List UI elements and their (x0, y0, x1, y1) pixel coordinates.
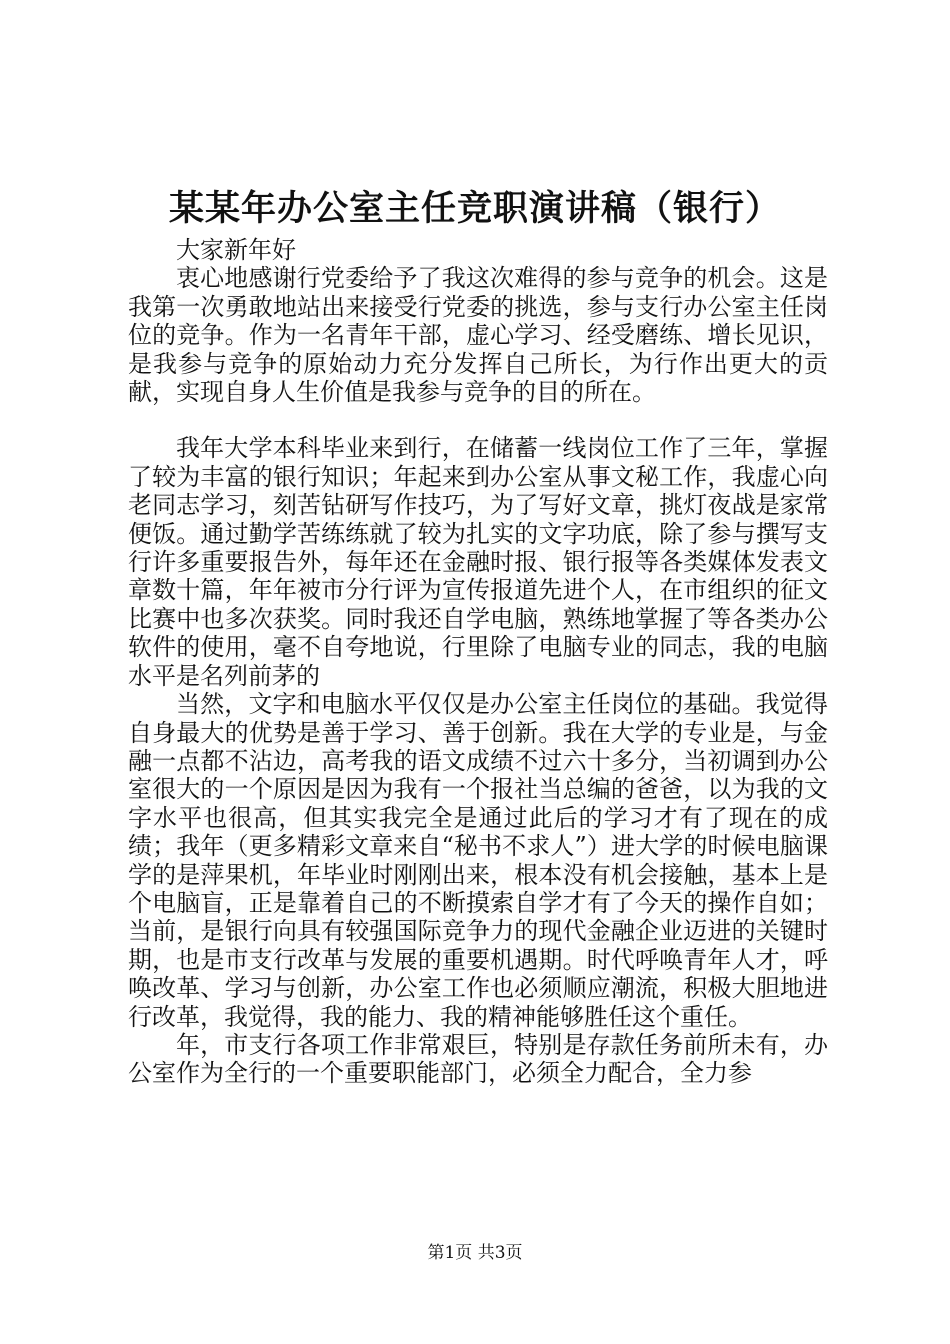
document-title: 某某年办公室主任竞职演讲稿（银行） (168, 188, 781, 229)
salutation: 大家新年好 (176, 236, 296, 264)
page-number-footer: 第1页 共3页 (427, 1243, 523, 1263)
paragraph-strengths: 当然，文字和电脑水平仅仅是办公室主任岗位的基础。我觉得自身最大的优势是善于学习、善于创新。我在大学的专业是，与金融一点都不沾边，高考我的语文成绩不过六十多分，当初调到办公室很大的一个原因是因为我有一个报社当总编的爸爸，以为我的文字水平也很高，但其实我完全是通过此后的学习才有了现在的成绩；我年（更多精彩文章来自“秘书不求人”）进大学的时候电脑课学的是萍果机，年毕业时刚刚出来，根本没有机会接触，基本上是个电脑盲，正是靠着自己的不断摸索自学才有了今天的操作自如；当前，是银行向具有较强国际竞争力的现代金融企业迈进的关键时期，也是市支行改革与发展的重要机遇期。时代呼唤青年人才，呼唤改革、学习与创新，办公室工作也必须顺应潮流，积极大胆地进行改革，我觉得，我的能力、我的精神能够胜任这个重任。 (128, 690, 828, 1031)
paragraph-outlook: 年，市支行各项工作非常艰巨，特别是存款任务前所未有，办公室作为全行的一个重要职能部门，必须全力配合，全力参 (128, 1030, 828, 1088)
paragraph-experience: 我年大学本科毕业来到行，在储蓄一线岗位工作了三年，掌握了较为丰富的银行知识；年起来到办公室从事文秘工作，我虚心向老同志学习，刻苦钻研写作技巧，为了写好文章，挑灯夜战是家常便饭。通过勤学苦练练就了较为扎实的文字功底，除了参与撰写支行许多重要报告外，每年还在金融时报、银行报等各类媒体发表文章数十篇，年年被市分行评为宣传报道先进个人，在市组织的征文比赛中也多次获奖。同时我还自学电脑，熟练地掌握了等各类办公软件的使用，毫不自夸地说，行里除了电脑专业的同志，我的电脑水平是名列前茅的 (128, 434, 828, 690)
document-body (128, 236, 828, 1088)
paragraph-gratitude: 衷心地感谢行党委给予了我这次难得的参与竞争的机会。这是我第一次勇敢地站出来接受行党委的挑选，参与支行办公室主任岗位的竞争。作为一名青年干部，虚心学习、经受磨练、增长见识，是我参与竞争的原始动力充分发挥自己所长，为行作出更大的贡献，实现自身人生价值是我参与竞争的目的所在。 (128, 264, 828, 407)
paragraph-spacer (128, 406, 828, 434)
